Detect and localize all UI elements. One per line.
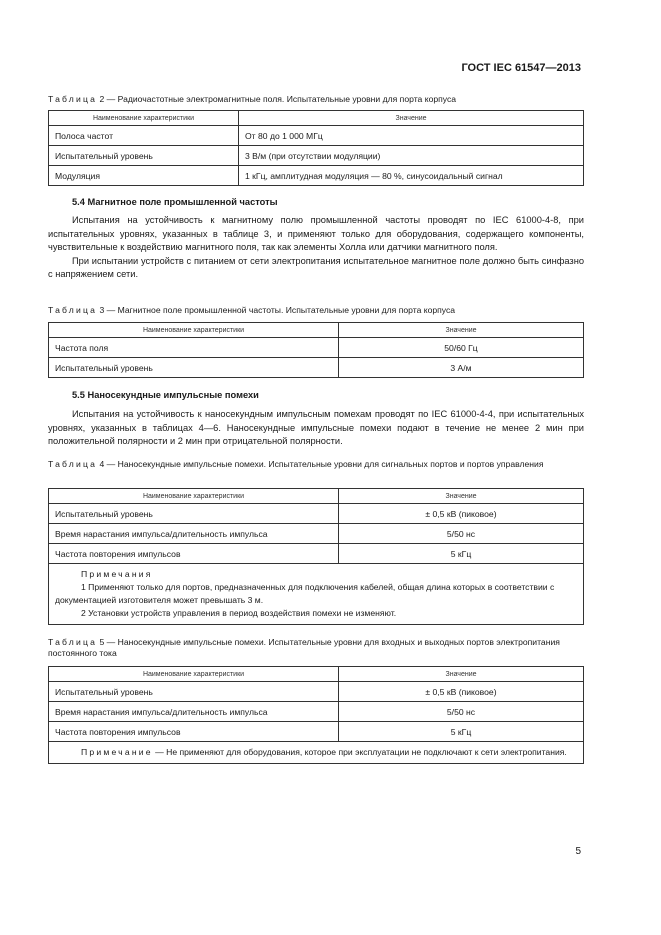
table-row: [49, 166, 584, 186]
table-notes-row: [49, 564, 584, 625]
section-5-4-title: 5.4 Магнитное поле промышленной частоты: [72, 197, 278, 207]
table-row: [49, 702, 584, 722]
table3: [48, 322, 584, 378]
table-notes-row: [49, 742, 584, 764]
table-row: [49, 126, 584, 146]
table-cell: 5 кГц: [339, 722, 584, 742]
table2-label: Таблица: [48, 94, 98, 104]
paragraph: Испытания на устойчивость к магнитному полю промышленной частоты проводят по IEC 61000-4-8, при испытательных уровнях, указанных в таблице 3, и применяют только для оборудования, содержащего компоненты, чувствительные к воздействию магнитного поля, так как элементы Холла или датчики магнитного поля.: [48, 215, 584, 253]
table-header-cell: Наименование характеристики: [49, 489, 339, 504]
table-cell: 3 В/м (при отсутствии модуляции): [239, 146, 584, 166]
table-row: [49, 544, 584, 564]
table-cell: 5/50 нс: [339, 702, 584, 722]
page-number: 5: [575, 846, 581, 857]
table-header-cell: Наименование характеристики: [49, 667, 339, 682]
table-header-row: [49, 111, 584, 126]
note-1: 1 Применяют только для портов, предназначенных для подключения кабелей, общая длина которых в соответствии с документацией изготовителя может превышать 3 м.: [55, 582, 555, 605]
table-header-cell: Значение: [339, 489, 584, 504]
table-header-row: [49, 489, 584, 504]
table2-caption-text: 2 — Радиочастотные электромагнитные поля. Испытательные уровни для порта корпуса: [97, 94, 457, 104]
table-header-cell: Значение: [339, 667, 584, 682]
table-cell: Частота поля: [49, 338, 339, 358]
section-5-5-text: [48, 408, 584, 449]
table-cell: 1 кГц, амплитудная модуляция — 80 %, синусоидальный сигнал: [239, 166, 584, 186]
table4-label: Таблица: [48, 459, 98, 469]
paragraph: Испытания на устойчивость к наносекундным импульсным помехам проводят по IEC 61000-4-4, при испытательных уровнях, указанных в таблицах 4—6. Наносекундные импульсные помехи подают в течение не менее 2 мин при положительной полярности и 2 мин при отрицательной полярности.: [48, 409, 584, 447]
table-notes-cell: [49, 742, 584, 764]
table3-caption-text: 3 — Магнитное поле промышленной частоты. Испытательные уровни для порта корпуса: [97, 305, 456, 315]
table-cell: Испытательный уровень: [49, 358, 339, 378]
table-cell: Полоса частот: [49, 126, 239, 146]
table2: [48, 110, 584, 186]
table-notes-cell: [49, 564, 584, 625]
section-5-5-title: 5.5 Наносекундные импульсные помехи: [72, 390, 259, 400]
table5-caption-text: 5 — Наносекундные импульсные помехи. Испытательные уровни для входных и выходных портов электропитания постоянного тока: [48, 637, 560, 658]
table4-caption-text: 4 — Наносекундные импульсные помехи. Испытательные уровни для сигнальных портов и портов управления: [97, 459, 544, 469]
table-cell: 50/60 Гц: [339, 338, 584, 358]
table-header-cell: Наименование характеристики: [49, 323, 339, 338]
table4: [48, 488, 584, 625]
standard-header: ГОСТ IEC 61547—2013: [461, 62, 581, 74]
table5: [48, 666, 584, 764]
note-2: 2 Установки устройств управления в период воздействия помехи не изменяют.: [81, 608, 397, 618]
table3-caption: [48, 305, 582, 316]
table2-caption: [48, 94, 582, 105]
table-cell: ± 0,5 кВ (пиковое): [339, 682, 584, 702]
notes-title: Примечания: [81, 569, 153, 579]
table-cell: Частота повторения импульсов: [49, 544, 339, 564]
table-cell: Испытательный уровень: [49, 682, 339, 702]
table-cell: Частота повторения импульсов: [49, 722, 339, 742]
table-cell: 5/50 нс: [339, 524, 584, 544]
table-cell: Испытательный уровень: [49, 504, 339, 524]
table4-caption: [48, 459, 582, 470]
table-cell: 5 кГц: [339, 544, 584, 564]
table-header-cell: Значение: [339, 323, 584, 338]
table-cell: 3 А/м: [339, 358, 584, 378]
table-header-cell: Значение: [239, 111, 584, 126]
table-cell: ± 0,5 кВ (пиковое): [339, 504, 584, 524]
table-cell: Время нарастания импульса/длительность импульса: [49, 524, 339, 544]
table-cell: Модуляция: [49, 166, 239, 186]
note: [55, 746, 577, 759]
table-row: [49, 504, 584, 524]
table-row: [49, 338, 584, 358]
table-header-row: [49, 667, 584, 682]
table-cell: Испытательный уровень: [49, 146, 239, 166]
table3-label: Таблица: [48, 305, 98, 315]
table-row: [49, 682, 584, 702]
table-cell: Время нарастания импульса/длительность импульса: [49, 702, 339, 722]
table-row: [49, 358, 584, 378]
table-row: [49, 146, 584, 166]
section-5-4-text: [48, 214, 584, 282]
table5-label: Таблица: [48, 637, 98, 647]
note-text: — Не применяют для оборудования, которое при эксплуатации не подключают к сети электропитания.: [152, 747, 567, 757]
note-title: Примечание: [81, 747, 153, 757]
table-cell: От 80 до 1 000 МГц: [239, 126, 584, 146]
paragraph: При испытании устройств с питанием от сети электропитания испытательное магнитное поле должно быть синфазно с напряжением сети.: [48, 255, 584, 280]
table-header-cell: Наименование характеристики: [49, 111, 239, 126]
table-row: [49, 524, 584, 544]
table-header-row: [49, 323, 584, 338]
table5-caption: [48, 637, 582, 659]
table-row: [49, 722, 584, 742]
